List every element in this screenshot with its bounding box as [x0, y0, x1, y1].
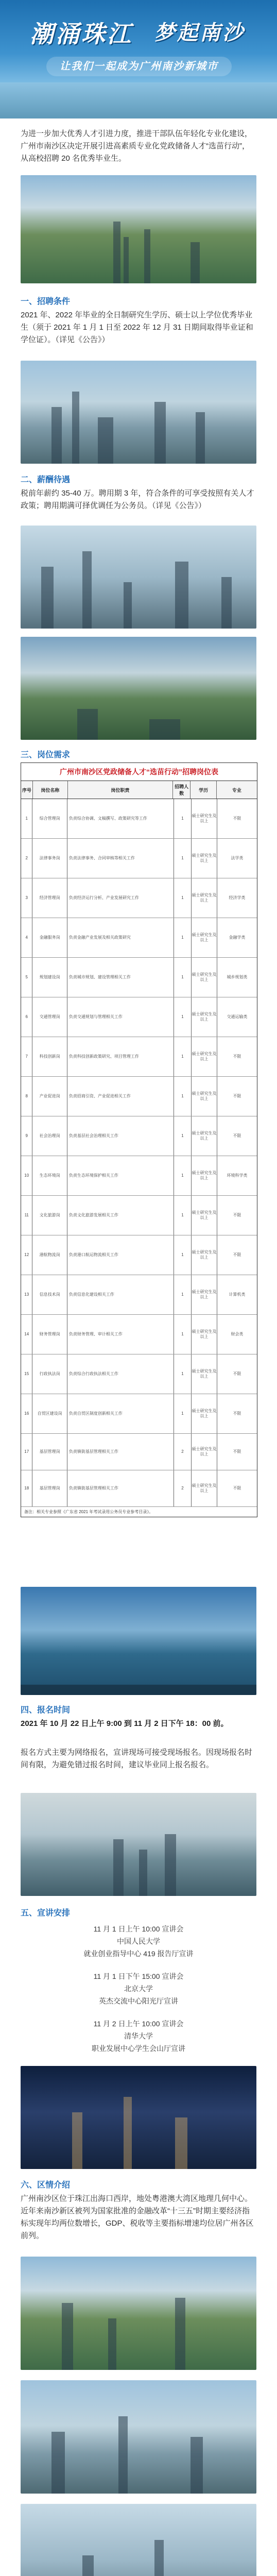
table-cell: 城乡规划类	[227, 975, 248, 979]
table-cell: 财务管理岗	[32, 1315, 67, 1354]
table-cell: 规划建设岗	[32, 958, 67, 997]
talk-place: 就业创业指导中心 419 报告厅宣讲	[83, 1950, 194, 1958]
table-cell: 1	[174, 997, 192, 1037]
table-cell: 硕士研究生及以上	[192, 1315, 217, 1354]
table-cell: 1	[174, 839, 192, 878]
table-cell: 硕士研究生及以上	[192, 1354, 217, 1394]
table-cell: 1	[174, 1037, 192, 1076]
table-cell: 不限	[233, 1486, 241, 1490]
photo-river	[21, 1793, 256, 1896]
table-cell: 负责交通规划与管理相关工作	[67, 997, 174, 1037]
table-cell: 经济学类	[229, 895, 246, 900]
talk-place: 英杰交流中心阳光厅宣讲	[99, 1997, 178, 2005]
table-cell: 2	[174, 1470, 192, 1506]
table-cell: 负责科技创新政策研究、项目管理工作	[67, 1037, 174, 1076]
table-cell: 负责综合协调、文稿撰写、政策研究等工作	[67, 799, 174, 838]
table-cell: 负责港口航运物流相关工作	[67, 1235, 174, 1275]
photo-campus	[21, 637, 256, 740]
table-cell: 不限	[233, 1411, 241, 1416]
table-cell: 负责信息化建设相关工作	[67, 1275, 174, 1314]
table-cell: 不限	[233, 1054, 241, 1059]
section-heading-positions: 三、岗位需求	[21, 751, 71, 759]
table-cell: 1	[174, 1156, 192, 1195]
table-cell: 硕士研究生及以上	[192, 1196, 217, 1235]
section-heading-talks: 五、宣讲安排	[21, 1909, 71, 1918]
table-cell: 不限	[233, 1371, 241, 1376]
table-cell: 自贸区建设岗	[32, 1394, 67, 1433]
table-body	[21, 799, 257, 1507]
photo-district-skyline	[21, 2504, 256, 2576]
table-row	[21, 799, 257, 839]
table-cell: 交通管理岗	[32, 997, 67, 1037]
conditions-text: 2021 年、2022 年毕业的全日制研究生学历、硕士以上学位优秀毕业生（须于 2021 年 1 月 1 日至 2022 年 12 月 31 日期间取得毕业证和学位证）。（详见《公告》）	[21, 311, 253, 344]
table-cell: 3	[21, 878, 32, 918]
photo-aerial-green	[21, 175, 256, 283]
table-cell: 硕士研究生及以上	[192, 799, 217, 838]
hero-banner	[0, 0, 277, 118]
table-row	[21, 1156, 257, 1196]
table-row	[21, 1315, 257, 1354]
table-cell: 13	[21, 1275, 32, 1314]
table-header-cell: 专业	[232, 787, 241, 793]
table-row	[21, 1470, 257, 1507]
table-note: 备注：相关专业参照《广东省 2021 年考试录用公务员专业参考目录》。	[24, 1510, 153, 1514]
table-row	[21, 1434, 257, 1470]
table-cell: 负责镇街基层管理相关工作	[67, 1434, 174, 1470]
section-heading-salary: 二、薪酬待遇	[21, 476, 71, 484]
table-cell: 港航物流岗	[32, 1235, 67, 1275]
talk-date: 11 月 1 日上午 10:00 宣讲会	[93, 1925, 184, 1933]
table-cell: 1	[21, 799, 32, 838]
table-row	[21, 1196, 257, 1235]
section-heading-signup: 四、报名时间	[21, 1706, 71, 1715]
table-cell: 科技创新岗	[32, 1037, 67, 1076]
table-cell: 负责法律事务、合同审核等相关工作	[67, 839, 174, 878]
table-cell: 负责招商引资、产业促进相关工作	[67, 1077, 174, 1116]
table-cell: 2	[174, 1434, 192, 1470]
table-row	[21, 1077, 257, 1116]
table-cell: 1	[174, 1394, 192, 1433]
table-cell: 金融服务岗	[32, 918, 67, 957]
table-cell: 负责城市规划、建设管理相关工作	[67, 958, 174, 997]
table-header-cell: 岗位职责	[68, 781, 173, 799]
table-cell: 硕士研究生及以上	[192, 958, 217, 997]
table-cell: 负责镇街基层管理相关工作	[67, 1470, 174, 1506]
table-cell: 硕士研究生及以上	[192, 1394, 217, 1433]
table-cell: 1	[174, 1235, 192, 1275]
table-cell: 4	[21, 918, 32, 957]
table-cell: 产业促进岗	[32, 1077, 67, 1116]
table-row	[21, 1275, 257, 1315]
salary-text: 税前年薪约 35-40 万。聘用期 3 年，符合条件的可享受按照有关人才政策；聘用期满可择优调任为公务员。（详见《公告》）	[21, 489, 254, 510]
signup-date: 2021 年 10 月 22 日上午 9:00 到 11 月 2 日下午 18：00 前。	[21, 1719, 229, 1728]
table-row	[21, 878, 257, 918]
table-cell: 1	[174, 1315, 192, 1354]
photo-bridge	[21, 1587, 256, 1695]
table-cell: 硕士研究生及以上	[192, 1235, 217, 1275]
table-cell: 法学类	[231, 856, 244, 860]
table-cell: 12	[21, 1235, 32, 1275]
table-header-cell: 岗位名称	[33, 781, 68, 799]
table-cell: 硕士研究生及以上	[192, 878, 217, 918]
table-cell: 硕士研究生及以上	[192, 1077, 217, 1116]
table-cell: 负责财务管理、审计相关工作	[67, 1315, 174, 1354]
talk-date: 11 月 2 日上午 10:00 宣讲会	[93, 2020, 184, 2028]
table-cell: 环境科学类	[227, 1173, 248, 1178]
table-cell: 硕士研究生及以上	[192, 1470, 217, 1506]
table-cell: 17	[21, 1434, 32, 1470]
table-cell: 1	[174, 878, 192, 918]
table-caption: 广州市南沙区党政储备人才“选苗行动”招聘岗位表	[21, 763, 257, 781]
intro-text: 为进一步加大优秀人才引进力度，推进干部队伍年轻化专业化建设，广州市南沙区决定开展引进高素质专业化党政储备人才“选苗行动”，从高校招聘 20 名优秀毕业生。	[21, 129, 253, 163]
table-cell: 负责基层社会治理相关工作	[67, 1116, 174, 1156]
table-cell: 不限	[233, 1213, 241, 1217]
photo-city-district	[21, 361, 256, 464]
table-cell: 财会类	[231, 1332, 244, 1336]
table-cell: 不限	[233, 1449, 241, 1454]
table-cell: 基层管理岗	[32, 1434, 67, 1470]
table-cell: 法律事务岗	[32, 839, 67, 878]
table-cell: 1	[174, 799, 192, 838]
table-cell: 负责生态环境保护相关工作	[67, 1156, 174, 1195]
table-cell: 综合管理岗	[32, 799, 67, 838]
table-cell: 7	[21, 1037, 32, 1076]
table-cell: 1	[174, 1116, 192, 1156]
table-cell: 硕士研究生及以上	[192, 1434, 217, 1470]
table-row	[21, 1354, 257, 1394]
table-header-row	[21, 781, 257, 799]
table-cell: 硕士研究生及以上	[192, 1116, 217, 1156]
hero-title-right: 梦起南沙	[154, 21, 245, 45]
talk-item	[21, 1970, 256, 2007]
hero-subtitle: 让我们一起成为广州南沙新城市	[46, 57, 232, 76]
table-cell: 1	[174, 958, 192, 997]
table-row	[21, 1116, 257, 1156]
table-header-cell: 招聘人数	[173, 781, 191, 799]
table-row	[21, 839, 257, 878]
section-heading-conditions: 一、招聘条件	[21, 297, 71, 306]
photo-district-city	[21, 2380, 256, 2494]
table-cell: 文化旅游岗	[32, 1196, 67, 1235]
table-cell: 硕士研究生及以上	[192, 1037, 217, 1076]
hero-title-left: 潮涌珠江	[30, 20, 133, 48]
section-heading-district: 六、区情介绍	[21, 2181, 71, 2190]
photo-district-aerial	[21, 2257, 256, 2370]
table-cell: 9	[21, 1116, 32, 1156]
table-row	[21, 1037, 257, 1077]
table-cell: 18	[21, 1470, 32, 1506]
table-cell: 硕士研究生及以上	[192, 1275, 217, 1314]
talk-school: 中国人民大学	[117, 1937, 160, 1945]
table-row	[21, 1394, 257, 1434]
table-header-cell: 学历	[191, 781, 216, 799]
table-cell: 金融学类	[229, 935, 246, 940]
table-row	[21, 918, 257, 958]
photo-skyline	[21, 526, 256, 629]
table-row	[21, 997, 257, 1037]
table-cell: 行政执法岗	[32, 1354, 67, 1394]
table-cell: 硕士研究生及以上	[192, 918, 217, 957]
table-cell: 硕士研究生及以上	[192, 1156, 217, 1195]
table-cell: 不限	[233, 1252, 241, 1257]
table-cell: 11	[21, 1196, 32, 1235]
table-cell: 1	[174, 1077, 192, 1116]
table-row	[21, 1235, 257, 1275]
table-cell: 不限	[233, 1094, 241, 1098]
table-cell: 生态环境岗	[32, 1156, 67, 1195]
photo-night-city	[21, 2066, 256, 2169]
positions-table	[21, 762, 257, 1517]
table-cell: 负责金融产业发展及相关政策研究	[67, 918, 174, 957]
table-cell: 硕士研究生及以上	[192, 997, 217, 1037]
table-cell: 1	[174, 1354, 192, 1394]
table-cell: 2	[21, 839, 32, 878]
table-cell: 15	[21, 1354, 32, 1394]
table-cell: 10	[21, 1156, 32, 1195]
table-cell: 6	[21, 997, 32, 1037]
table-row	[21, 958, 257, 997]
talk-school: 北京大学	[124, 1985, 153, 1993]
signup-detail: 报名方式主要为网络报名，宣讲现场可接受现场报名。因现场报名时间有限，为避免错过报名时间，建议毕业同上报名报名。	[21, 1748, 253, 1769]
talk-item	[21, 2018, 256, 2055]
talk-date: 11 月 1 日下午 15:00 宣讲会	[93, 1972, 184, 1980]
table-cell: 8	[21, 1077, 32, 1116]
table-cell: 5	[21, 958, 32, 997]
table-cell: 1	[174, 1275, 192, 1314]
table-cell: 交通运输类	[227, 1014, 248, 1019]
table-cell: 负责经济运行分析、产业发展研究工作	[67, 878, 174, 918]
table-cell: 负责自贸区制度创新相关工作	[67, 1394, 174, 1433]
table-cell: 经济管理岗	[32, 878, 67, 918]
table-cell: 基层管理岗	[32, 1470, 67, 1506]
talk-school: 清华大学	[124, 2032, 153, 2040]
table-cell: 社会治理岗	[32, 1116, 67, 1156]
table-cell: 负责文化旅游发展相关工作	[67, 1196, 174, 1235]
table-cell: 计算机类	[229, 1292, 246, 1297]
table-cell: 信息技术岗	[32, 1275, 67, 1314]
table-cell: 16	[21, 1394, 32, 1433]
talk-place: 职业发展中心学生会山厅宣讲	[92, 2044, 185, 2053]
table-cell: 1	[174, 1196, 192, 1235]
table-header-cell: 序号	[21, 781, 33, 799]
table-cell: 不限	[233, 816, 241, 821]
table-cell: 1	[174, 918, 192, 957]
table-cell: 负责综合行政执法相关工作	[67, 1354, 174, 1394]
hero-city-image	[0, 82, 277, 118]
table-cell: 硕士研究生及以上	[192, 839, 217, 878]
table-cell: 不限	[233, 1133, 241, 1138]
table-cell: 14	[21, 1315, 32, 1354]
talk-item	[21, 1923, 256, 1960]
district-text: 广州南沙区位于珠江出海口西岸，地处粤港澳大湾区地理几何中心。近年来南沙新区被列为国家批准的金融改革“十三五”时期主要经济指标实现年均两位数增长，GDP、税收等主要指标增速均位居广州各区前列。	[21, 2194, 254, 2240]
